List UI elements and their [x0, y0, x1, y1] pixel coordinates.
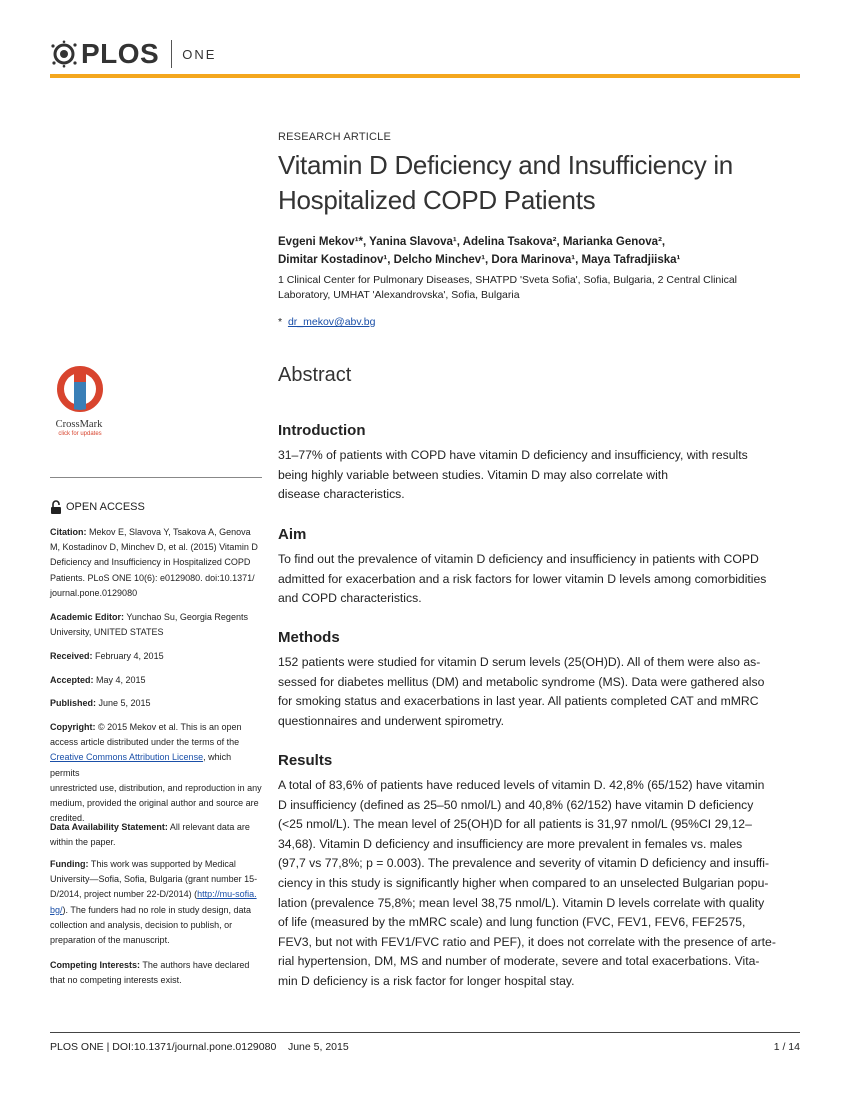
- text-line: (<25 nmol/L). The mean level of 25(OH)D for all patients is 31,97 nmol/L (95%CI 29,12–: [278, 817, 752, 832]
- text-line: 34,68). Vitamin D deficiency and insufficiency are more prevalent in females vs. males: [278, 836, 743, 851]
- logo-text: PLOS: [81, 38, 160, 69]
- text-line: unrestricted use, distribution, and reproduction in any: [50, 782, 262, 793]
- competing-interests-block: [50, 958, 262, 988]
- text-line: credited.: [50, 813, 85, 824]
- open-lock-icon: [50, 500, 62, 514]
- copyright-label: Copyright:: [50, 722, 96, 732]
- corresp-marker: *: [278, 316, 283, 328]
- text-line: disease characteristics.: [278, 487, 405, 502]
- logo-sub: ONE: [182, 46, 217, 62]
- text-line: and COPD characteristics.: [278, 591, 422, 606]
- data-availability-block: [50, 820, 262, 850]
- aim-heading: Aim: [278, 526, 307, 543]
- affiliation-line: Laboratory, UMHAT 'Alexandrovska', Sofia, Bulgaria: [278, 289, 520, 301]
- text-line: Patients. PLoS ONE 10(6): e0129080. doi:10.1371/: [50, 572, 255, 583]
- funder-link[interactable]: http://mu-sofia.: [197, 889, 257, 900]
- text-line: 152 patients were studied for vitamin D serum levels (25(OH)D). All of them were also as-: [278, 655, 761, 669]
- abstract-heading: Abstract: [278, 364, 352, 386]
- corresponding-author: [278, 316, 803, 328]
- author-line: Dimitar Kostadinov¹, Delcho Minchev¹, Dora Marinova¹, Maya Tafradjiiska¹: [278, 254, 681, 266]
- text-line: A total of 83,6% of patients have reduced levels of vitamin D. 42,8% (65/152) have vitamin: [278, 778, 765, 792]
- affiliations: [278, 273, 803, 303]
- received-block: [50, 649, 262, 664]
- accepted-block: [50, 673, 262, 688]
- funding-label: Funding:: [50, 859, 89, 869]
- text-line: access article distributed under the terms of the: [50, 737, 240, 748]
- text-line: M, Kostadinov D, Minchev D, et al. (2015) Vitamin D: [50, 542, 258, 553]
- page-number: 1 / 14: [773, 1041, 800, 1053]
- text-line: To find out the prevalence of vitamin D deficiency and insufficiency in patients with COPD: [278, 552, 759, 566]
- received-label: Received:: [50, 651, 93, 661]
- accepted-label: Accepted:: [50, 675, 94, 685]
- competing-label: Competing Interests:: [50, 960, 141, 970]
- accepted-date: May 4, 2015: [93, 675, 146, 685]
- text-line: of life (measured by the mMRC scale) and lung function (FVC, FEV1, FEV6, FEF2575,: [278, 915, 746, 930]
- data-availability-label: Data Availability Statement:: [50, 822, 168, 832]
- plos-logo-icon: [50, 40, 78, 68]
- plos-one-logo[interactable]: [50, 38, 216, 70]
- sidebar-rule: [50, 477, 262, 478]
- crossmark-sub: click for updates: [58, 431, 102, 437]
- footer-citation: PLOS ONE | DOI:10.1371/journal.pone.0129080 June 5, 2015: [50, 1041, 349, 1053]
- text-line: collection and analysis, decision to publish, or: [50, 919, 233, 930]
- text-line: Deficiency and Insufficiency in Hospitalized COPD: [50, 557, 251, 568]
- text-line: within the paper.: [50, 837, 116, 848]
- license-link[interactable]: Creative Commons Attribution License: [50, 752, 204, 763]
- editor-label: Academic Editor:: [50, 612, 125, 622]
- text-line: min D deficiency is a risk factor for longer hospital stay.: [278, 973, 575, 988]
- text-line: lation (prevalence 75,8%; mean level 38,75 nmol/L). Vitamin D levels correlate with quality: [278, 895, 765, 910]
- text-line: sessed for diabetes mellitus (DM) and metabolic syndrome (MS). Data were gathered also: [278, 674, 765, 689]
- introduction-text: [278, 446, 803, 505]
- text-line: 31–77% of patients with COPD have vitamin D deficiency and insufficiency, with results: [278, 448, 748, 462]
- funding-block: [50, 857, 262, 948]
- results-text: [278, 776, 803, 992]
- author-line: Evgeni Mekov¹*, Yanina Slavova¹, Adelina Tsakova², Marianka Genova²,: [278, 236, 666, 248]
- logo-divider: [171, 40, 172, 68]
- copyright-block: [50, 720, 262, 826]
- crossmark-badge[interactable]: [50, 366, 110, 436]
- open-access-label: OPEN ACCESS: [66, 501, 145, 513]
- citation-label: Citation:: [50, 527, 87, 537]
- title-line: Hospitalized COPD Patients: [278, 185, 596, 215]
- text-line: preparation of the manuscript.: [50, 935, 170, 946]
- crossmark-label: CrossMark: [55, 419, 103, 430]
- text-line: D insufficiency (defined as 25–50 nmol/L) and 40,8% (62/152) have vitamin D deficiency: [278, 797, 754, 812]
- text-line: being highly variable between studies. Vitamin D may also correlate with: [278, 467, 668, 482]
- text-line: , which permits: [50, 752, 232, 778]
- text-line: D/2014, project number 22-D/2014) (: [50, 889, 198, 900]
- crossmark-icon: [50, 366, 110, 414]
- text-line: rial hypertension, DM, MS and number of moderate, severe and total exacerbations. Vita-: [278, 954, 760, 969]
- text-line: This work was supported by Medical: [88, 859, 236, 869]
- text-line: for smoking status and exacerbations in last year. All patients completed CAT and mMRC: [278, 694, 759, 709]
- footer-rule: [50, 1032, 800, 1033]
- text-line: journal.pone.0129080: [50, 587, 138, 598]
- text-line: All relevant data are: [167, 822, 250, 832]
- introduction-heading: Introduction: [278, 422, 366, 439]
- editor-block: [50, 610, 262, 640]
- article-title: [278, 148, 803, 218]
- text-line: ciency in this study is significantly higher when compared to an unselected Bulgarian popu-: [278, 875, 769, 890]
- text-line: Mekov E, Slavova Y, Tsakova A, Genova: [86, 527, 251, 537]
- header-bar: [50, 74, 800, 78]
- page-footer: [50, 1041, 800, 1053]
- text-line: questionnaires and underwent spirometry.: [278, 713, 505, 728]
- text-line: University, UNITED STATES: [50, 627, 164, 638]
- text-line: University—Sofia, Sofia, Bulgaria (grant number 15-: [50, 874, 258, 885]
- open-access-badge: [50, 500, 145, 514]
- published-block: [50, 696, 262, 711]
- text-line: (97,7 vs 77,8%; p = 0.003). The prevalence and severity of vitamin D deficiency and insuffi-: [278, 856, 770, 871]
- text-line: that no competing interests exist.: [50, 975, 182, 986]
- results-heading: Results: [278, 752, 333, 769]
- text-line: FEV3, but not with FEV1/FVC ratio and PEF), it does not correlate with the presence of arte-: [278, 934, 776, 949]
- text-line: admitted for exacerbation and a risk factors for lower vitamin D levels among comorbidities: [278, 571, 767, 586]
- title-line: Vitamin D Deficiency and Insufficiency in: [278, 150, 733, 180]
- published-label: Published:: [50, 698, 97, 708]
- text-line: medium, provided the original author and source are: [50, 798, 259, 809]
- aim-text: [278, 550, 803, 609]
- text-line: ). The funders had no role in study design, data: [62, 904, 251, 915]
- funder-link[interactable]: bg/: [50, 904, 63, 915]
- email-link[interactable]: dr_mekov@abv.bg: [287, 316, 376, 328]
- affiliation-line: 1 Clinical Center for Pulmonary Diseases, SHATPD 'Sveta Sofia', Sofia, Bulgaria, 2 Central Clinical: [278, 274, 738, 286]
- text-line: © 2015 Mekov et al. This is an open: [95, 722, 242, 732]
- methods-text: [278, 653, 803, 731]
- article-type: RESEARCH ARTICLE: [278, 131, 392, 143]
- text-line: The authors have declared: [140, 960, 250, 970]
- received-date: February 4, 2015: [92, 651, 164, 661]
- methods-heading: Methods: [278, 629, 340, 646]
- citation-block: [50, 525, 262, 601]
- author-list: [278, 233, 803, 269]
- text-line: Yunchao Su, Georgia Regents: [124, 612, 248, 622]
- published-date: June 5, 2015: [96, 698, 151, 708]
